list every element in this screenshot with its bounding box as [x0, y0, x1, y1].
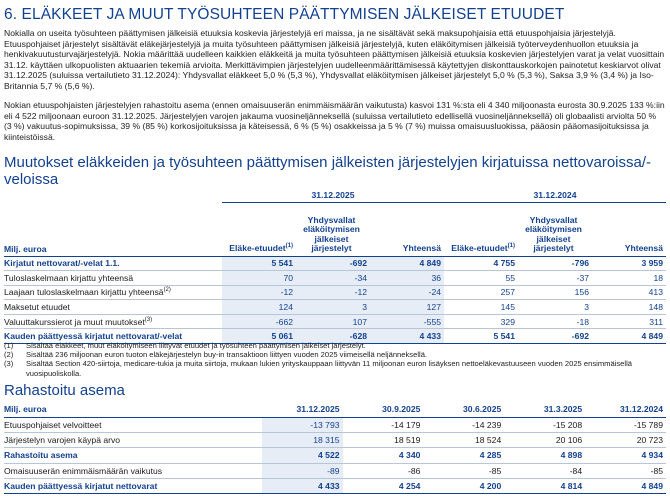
- table-cell: 36: [370, 271, 444, 286]
- table-cell: -85: [423, 463, 504, 478]
- footnote-ref: (2): [163, 287, 171, 294]
- table-cell: 4 814: [504, 479, 585, 494]
- table-cell: 3 959: [592, 256, 666, 271]
- table-cell: 329: [444, 314, 518, 329]
- table-row: [4, 448, 666, 463]
- table-cell: 257: [444, 285, 518, 300]
- table-cell: -14 179: [343, 417, 424, 432]
- table-cell: -12: [222, 285, 296, 300]
- table-cell: -628: [296, 329, 370, 344]
- table-row: [4, 300, 666, 315]
- footnote-item: [4, 359, 666, 377]
- col-header-us-post: Yhdysvallat eläköitymisen jälkeiset järjestelyt: [518, 202, 592, 256]
- funded-status-table: [4, 402, 666, 494]
- table-cell: 20 106: [504, 432, 585, 447]
- intro-paragraph: Nokialla on useita työsuhteen päättymisen jälkeisiä etuuksia koskevia järjestelyjä eri maissa, ja ne sisältävät sekä maksupohjaisia että etuuspohjaisia järjestelyjä. Etuuspohjaiset järjestelyt sisältävät eläkejärjestelyjä ja muita työsuhteen päättymisen jälkeisiä järjestelyjä, kuten eläköitymisen jälkeisiä työterveydenhuollon etuuksia ja henkivakuutusturvajärjestelyjä. Nokia määrittää uudelleen kaikkien eläkkeitä ja muita työsuhteen päättymisen jälkeisiä etuuksia koskevien järjestelyjen varat ja velat vuosittain 31.12. käyttäen ulkopuolisten aktuaarien tekemiä arvioita. Merkittävimpien järjestelyjen uudelleenmäärittämisessä käytettyjen diskonttauskorkojen painotetut keskiarvot olivat 31.12.2025 (suluissa vertailutieto 31.12.2024): Yhdysvallat eläkkeet 5,0 % (5,3 %), Yhdysvallat eläköitymisen jälkeiset järjestelyt 5,0 % (5,3 %), Saksa 3,9 % (3,4 %) ja Iso-Britannia 5,7 % (5,6 %).: [4, 28, 665, 91]
- table-row: [4, 417, 666, 432]
- table-cell: 4 254: [343, 479, 424, 494]
- table-cell: 4 849: [592, 329, 666, 344]
- table-cell: -796: [518, 256, 592, 271]
- row-label: Tuloslaskelmaan kirjattu yhteensä: [4, 271, 222, 286]
- table-cell: -18: [518, 314, 592, 329]
- col-header-total: Yhteensä: [370, 202, 444, 256]
- footnote-ref: (3): [144, 316, 153, 323]
- table-row: [4, 271, 666, 286]
- row-label: Järjestelyn varojen käypä arvo: [4, 432, 262, 447]
- table-cell: 4 934: [585, 448, 666, 463]
- table-row: [4, 256, 666, 271]
- table-cell: -15 789: [585, 417, 666, 432]
- table-cell: 4 433: [370, 329, 444, 344]
- col-header-pension: Eläke-etuudet$^{(1)}$: [444, 202, 518, 256]
- period-header: 31.12.2024: [585, 402, 666, 417]
- footnote-text: Sisältää eläkkeet, muut eläköitymiseen liittyvät etuudet ja työsuhteen päättymisen jälkeiset järjestelyt.: [26, 341, 366, 350]
- page-title: 6. ELÄKKEET JA MUUT TYÖSUHTEEN PÄÄTTYMISEN JÄLKEISET ETUUDET: [4, 6, 565, 23]
- table-cell: 4 755: [444, 256, 518, 271]
- table-cell: 5 541: [222, 256, 296, 271]
- table-cell: -86: [343, 463, 424, 478]
- table-cell: 70: [222, 271, 296, 286]
- changes-table: [4, 188, 666, 344]
- table-cell: 4 340: [343, 448, 424, 463]
- table-cell: -84: [504, 463, 585, 478]
- table-cell: 18 524: [423, 432, 504, 447]
- row-label: Omaisuuserän enimmäismäärän vaikutus: [4, 463, 262, 478]
- table-cell: 127: [370, 300, 444, 315]
- row-label: Kauden päättyessä kirjatut nettovarat/-velat: [4, 329, 222, 344]
- table-cell: -662: [222, 314, 296, 329]
- table-cell: 413: [592, 285, 666, 300]
- table-cell: -692: [518, 329, 592, 344]
- table-cell: 4 433: [262, 479, 343, 494]
- period-header-2024: 31.12.2024: [444, 188, 666, 202]
- period-header: 30.6.2025: [423, 402, 504, 417]
- table-cell: 4 849: [585, 479, 666, 494]
- table-cell: 3: [518, 300, 592, 315]
- table-cell: -692: [296, 256, 370, 271]
- table-cell: -37: [518, 271, 592, 286]
- footnote-key: (3): [4, 359, 14, 369]
- table-cell: 311: [592, 314, 666, 329]
- period-header: 30.9.2025: [343, 402, 424, 417]
- col-header-total: Yhteensä: [592, 202, 666, 256]
- table-cell: 18 519: [343, 432, 424, 447]
- table-cell: 55: [444, 271, 518, 286]
- footnotes: [4, 341, 666, 378]
- table-cell: 124: [222, 300, 296, 315]
- funded-status-paragraph: Nokian etuuspohjaisten järjestelyjen rahastoitu asema (ennen omaisuuserän enimmäismäärän vaikutusta) kasvoi 131 %:sta eli 4 340 miljoonasta eurosta 30.9.2025 133 %:iin eli 4 522 miljoonaan euroon 31.12.2025. Järjestelyjen varojen jakauma vuosineljänneksellä (suluissa vertailutieto edellisellä vuosineljänneksellä) oli globaalisti arviolta 50 % (3 %) vakuutus-sopimuksissa, 39 % (85 %) korkosijoituksissa ja käteisessä, 6 % (5 %) osakkeissa ja 5 % (7 %) muissa omaisuusluokissa, pääosin pääomasijoituksissa ja kiinteistöissä.: [4, 100, 665, 142]
- row-label: Kauden päättyessä kirjatut nettovarat: [4, 479, 262, 494]
- table-cell: 5 061: [222, 329, 296, 344]
- unit-label: Milj. euroa: [4, 402, 262, 417]
- row-label: Kirjatut nettovarat/-velat 1.1.: [4, 256, 222, 271]
- col-header-us-post: Yhdysvallat eläköitymisen jälkeiset järjestelyt: [296, 202, 370, 256]
- table-cell: 4 849: [370, 256, 444, 271]
- footnote-key: (2): [4, 350, 14, 360]
- table-cell: 4 522: [262, 448, 343, 463]
- table-cell: 18: [592, 271, 666, 286]
- col-header-pension: Eläke-etuudet$^{(1)}$: [222, 202, 296, 256]
- table-cell: 4 285: [423, 448, 504, 463]
- table-cell: -15 208: [504, 417, 585, 432]
- section-title-funded-status: Rahastoitu asema: [4, 382, 125, 399]
- footnote-key: (1): [4, 341, 14, 350]
- table-cell: -12: [296, 285, 370, 300]
- row-label: Laajaan tuloslaskelmaan kirjattu yhteensä$^{(2)}$: [4, 285, 222, 300]
- period-header: 31.3.2025: [504, 402, 585, 417]
- row-label: Maksetut etuudet: [4, 300, 222, 315]
- table-row: [4, 463, 666, 478]
- row-label: Etuuspohjaiset velvoitteet: [4, 417, 262, 432]
- table-cell: 3: [296, 300, 370, 315]
- footnote-text: Sisältää 236 miljoonan euron tuoton eläkejärjestelyn buy-in transaktioon liittyen vuoden 2025 viimeisellä neljänneksellä.: [26, 350, 428, 360]
- table-cell: 20 723: [585, 432, 666, 447]
- table-cell: -85: [585, 463, 666, 478]
- table-cell: -14 239: [423, 417, 504, 432]
- table-cell: -34: [296, 271, 370, 286]
- footnote-text: Sisältää Section 420-siirtoja, medicare-tukia ja muita siirtoja, mukaan lukien yrityskauppaan liittyvän 11 miljoonan euron lisäyksen nettoeläkevastuuseen vuoden 2025 ensimmäisellä vuosipuoliskolla.: [26, 359, 632, 378]
- table-cell: -13 793: [262, 417, 343, 432]
- footnote-item: [4, 350, 666, 359]
- table-cell: -555: [370, 314, 444, 329]
- table-cell: 107: [296, 314, 370, 329]
- table-cell: -89: [262, 463, 343, 478]
- period-header: 31.12.2025: [262, 402, 343, 417]
- table-cell: -24: [370, 285, 444, 300]
- table-cell: 18 315: [262, 432, 343, 447]
- table-cell: 4 200: [423, 479, 504, 494]
- table-row: [4, 432, 666, 447]
- table-cell: 145: [444, 300, 518, 315]
- table-cell: 148: [592, 300, 666, 315]
- section-title-changes: Muutokset eläkkeiden ja työsuhteen päättymisen jälkeisten järjestelyjen kirjatuissa nettovaroissa/-veloissa: [4, 154, 651, 188]
- table-cell: 4 898: [504, 448, 585, 463]
- period-header-2025: 31.12.2025: [222, 188, 444, 202]
- table-row: [4, 479, 666, 494]
- unit-label: Milj. euroa: [4, 202, 222, 256]
- row-label: Rahastoitu asema: [4, 448, 262, 463]
- row-label: Valuuttakurssierot ja muut muutokset$^{(3)}$: [4, 314, 222, 329]
- table-cell: 5 541: [444, 329, 518, 344]
- table-cell: 156: [518, 285, 592, 300]
- table-row: [4, 314, 666, 329]
- table-row: [4, 285, 666, 300]
- footnote-item: [4, 341, 666, 350]
